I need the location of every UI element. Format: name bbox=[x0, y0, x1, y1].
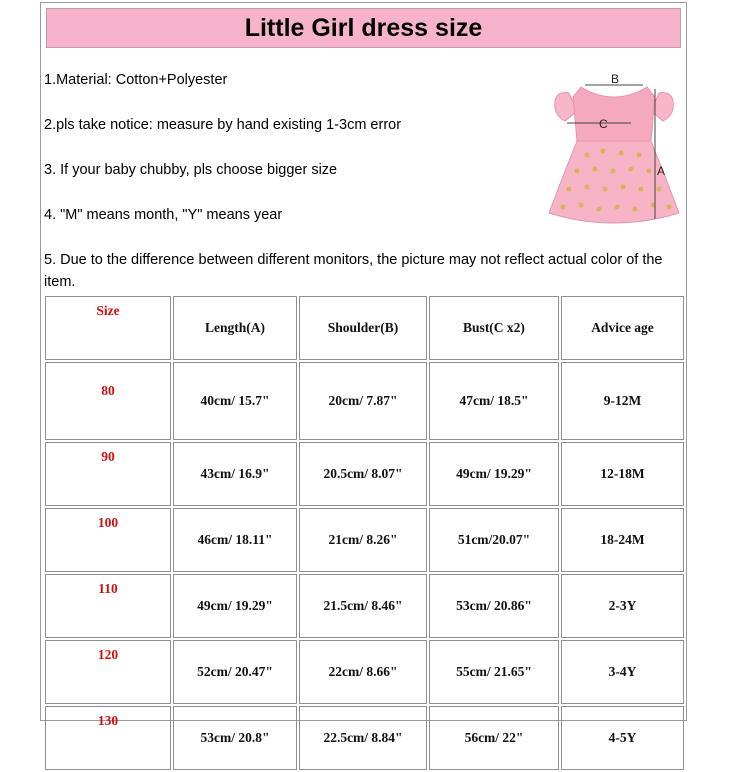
header-length: Length(A) bbox=[173, 296, 297, 360]
shoulder-cell: 20.5cm/ 8.07" bbox=[299, 442, 427, 506]
label-b: B bbox=[611, 72, 620, 86]
table-row bbox=[45, 640, 684, 704]
length-cell: 46cm/ 18.11" bbox=[173, 508, 297, 572]
length-cell: 52cm/ 20.47" bbox=[173, 640, 297, 704]
table-row bbox=[45, 574, 684, 638]
note-material: 1.Material: Cotton+Polyester bbox=[44, 72, 228, 88]
bust-cell: 55cm/ 21.65" bbox=[429, 640, 559, 704]
page-title: Little Girl dress size bbox=[244, 13, 483, 42]
label-c: C bbox=[599, 117, 608, 131]
table-row bbox=[45, 362, 684, 440]
label-a: A bbox=[657, 164, 666, 178]
note-month-year: 4. "M" means month, "Y" means year bbox=[44, 207, 283, 223]
table-row bbox=[45, 442, 684, 506]
advice-age-cell: 4-5Y bbox=[561, 706, 684, 770]
title-banner bbox=[46, 8, 681, 48]
size-table bbox=[43, 294, 686, 772]
table-header-row bbox=[45, 296, 684, 360]
advice-age-cell: 9-12M bbox=[561, 362, 684, 440]
size-cell: 120 bbox=[45, 640, 171, 704]
note-monitor-color: 5. Due to the difference between different monitors, the picture may not reflect actual color of the item. bbox=[44, 252, 663, 290]
dress-measurement-diagram bbox=[547, 71, 683, 227]
length-cell: 53cm/ 20.8" bbox=[173, 706, 297, 770]
shoulder-cell: 21.5cm/ 8.46" bbox=[299, 574, 427, 638]
advice-age-cell: 2-3Y bbox=[561, 574, 684, 638]
size-cell: 110 bbox=[45, 574, 171, 638]
advice-age-cell: 18-24M bbox=[561, 508, 684, 572]
note-chubby: 3. If your baby chubby, pls choose bigger size bbox=[44, 162, 338, 178]
shoulder-cell: 22.5cm/ 8.84" bbox=[299, 706, 427, 770]
size-cell: 90 bbox=[45, 442, 171, 506]
bust-cell: 51cm/20.07" bbox=[429, 508, 559, 572]
length-cell: 49cm/ 19.29" bbox=[173, 574, 297, 638]
advice-age-cell: 3-4Y bbox=[561, 640, 684, 704]
size-cell: 80 bbox=[45, 362, 171, 440]
header-size: Size bbox=[45, 296, 171, 360]
bust-cell: 56cm/ 22" bbox=[429, 706, 559, 770]
note-measure-error: 2.pls take notice: measure by hand existing 1-3cm error bbox=[44, 117, 402, 133]
bust-cell: 49cm/ 19.29" bbox=[429, 442, 559, 506]
advice-age-cell: 12-18M bbox=[561, 442, 684, 506]
bust-cell: 53cm/ 20.86" bbox=[429, 574, 559, 638]
size-chart-sheet bbox=[40, 2, 687, 745]
dress-bodice bbox=[573, 87, 655, 141]
shoulder-cell: 22cm/ 8.66" bbox=[299, 640, 427, 704]
dress-skirt bbox=[549, 141, 679, 223]
shoulder-cell: 21cm/ 8.26" bbox=[299, 508, 427, 572]
bust-cell: 47cm/ 18.5" bbox=[429, 362, 559, 440]
table-row bbox=[45, 508, 684, 572]
length-cell: 43cm/ 16.9" bbox=[173, 442, 297, 506]
length-cell: 40cm/ 15.7" bbox=[173, 362, 297, 440]
header-advice-age: Advice age bbox=[561, 296, 684, 360]
header-shoulder: Shoulder(B) bbox=[299, 296, 427, 360]
shoulder-cell: 20cm/ 7.87" bbox=[299, 362, 427, 440]
table-row bbox=[45, 706, 684, 770]
header-bust: Bust(C x2) bbox=[429, 296, 559, 360]
size-cell: 100 bbox=[45, 508, 171, 572]
size-cell: 130 bbox=[45, 706, 171, 770]
